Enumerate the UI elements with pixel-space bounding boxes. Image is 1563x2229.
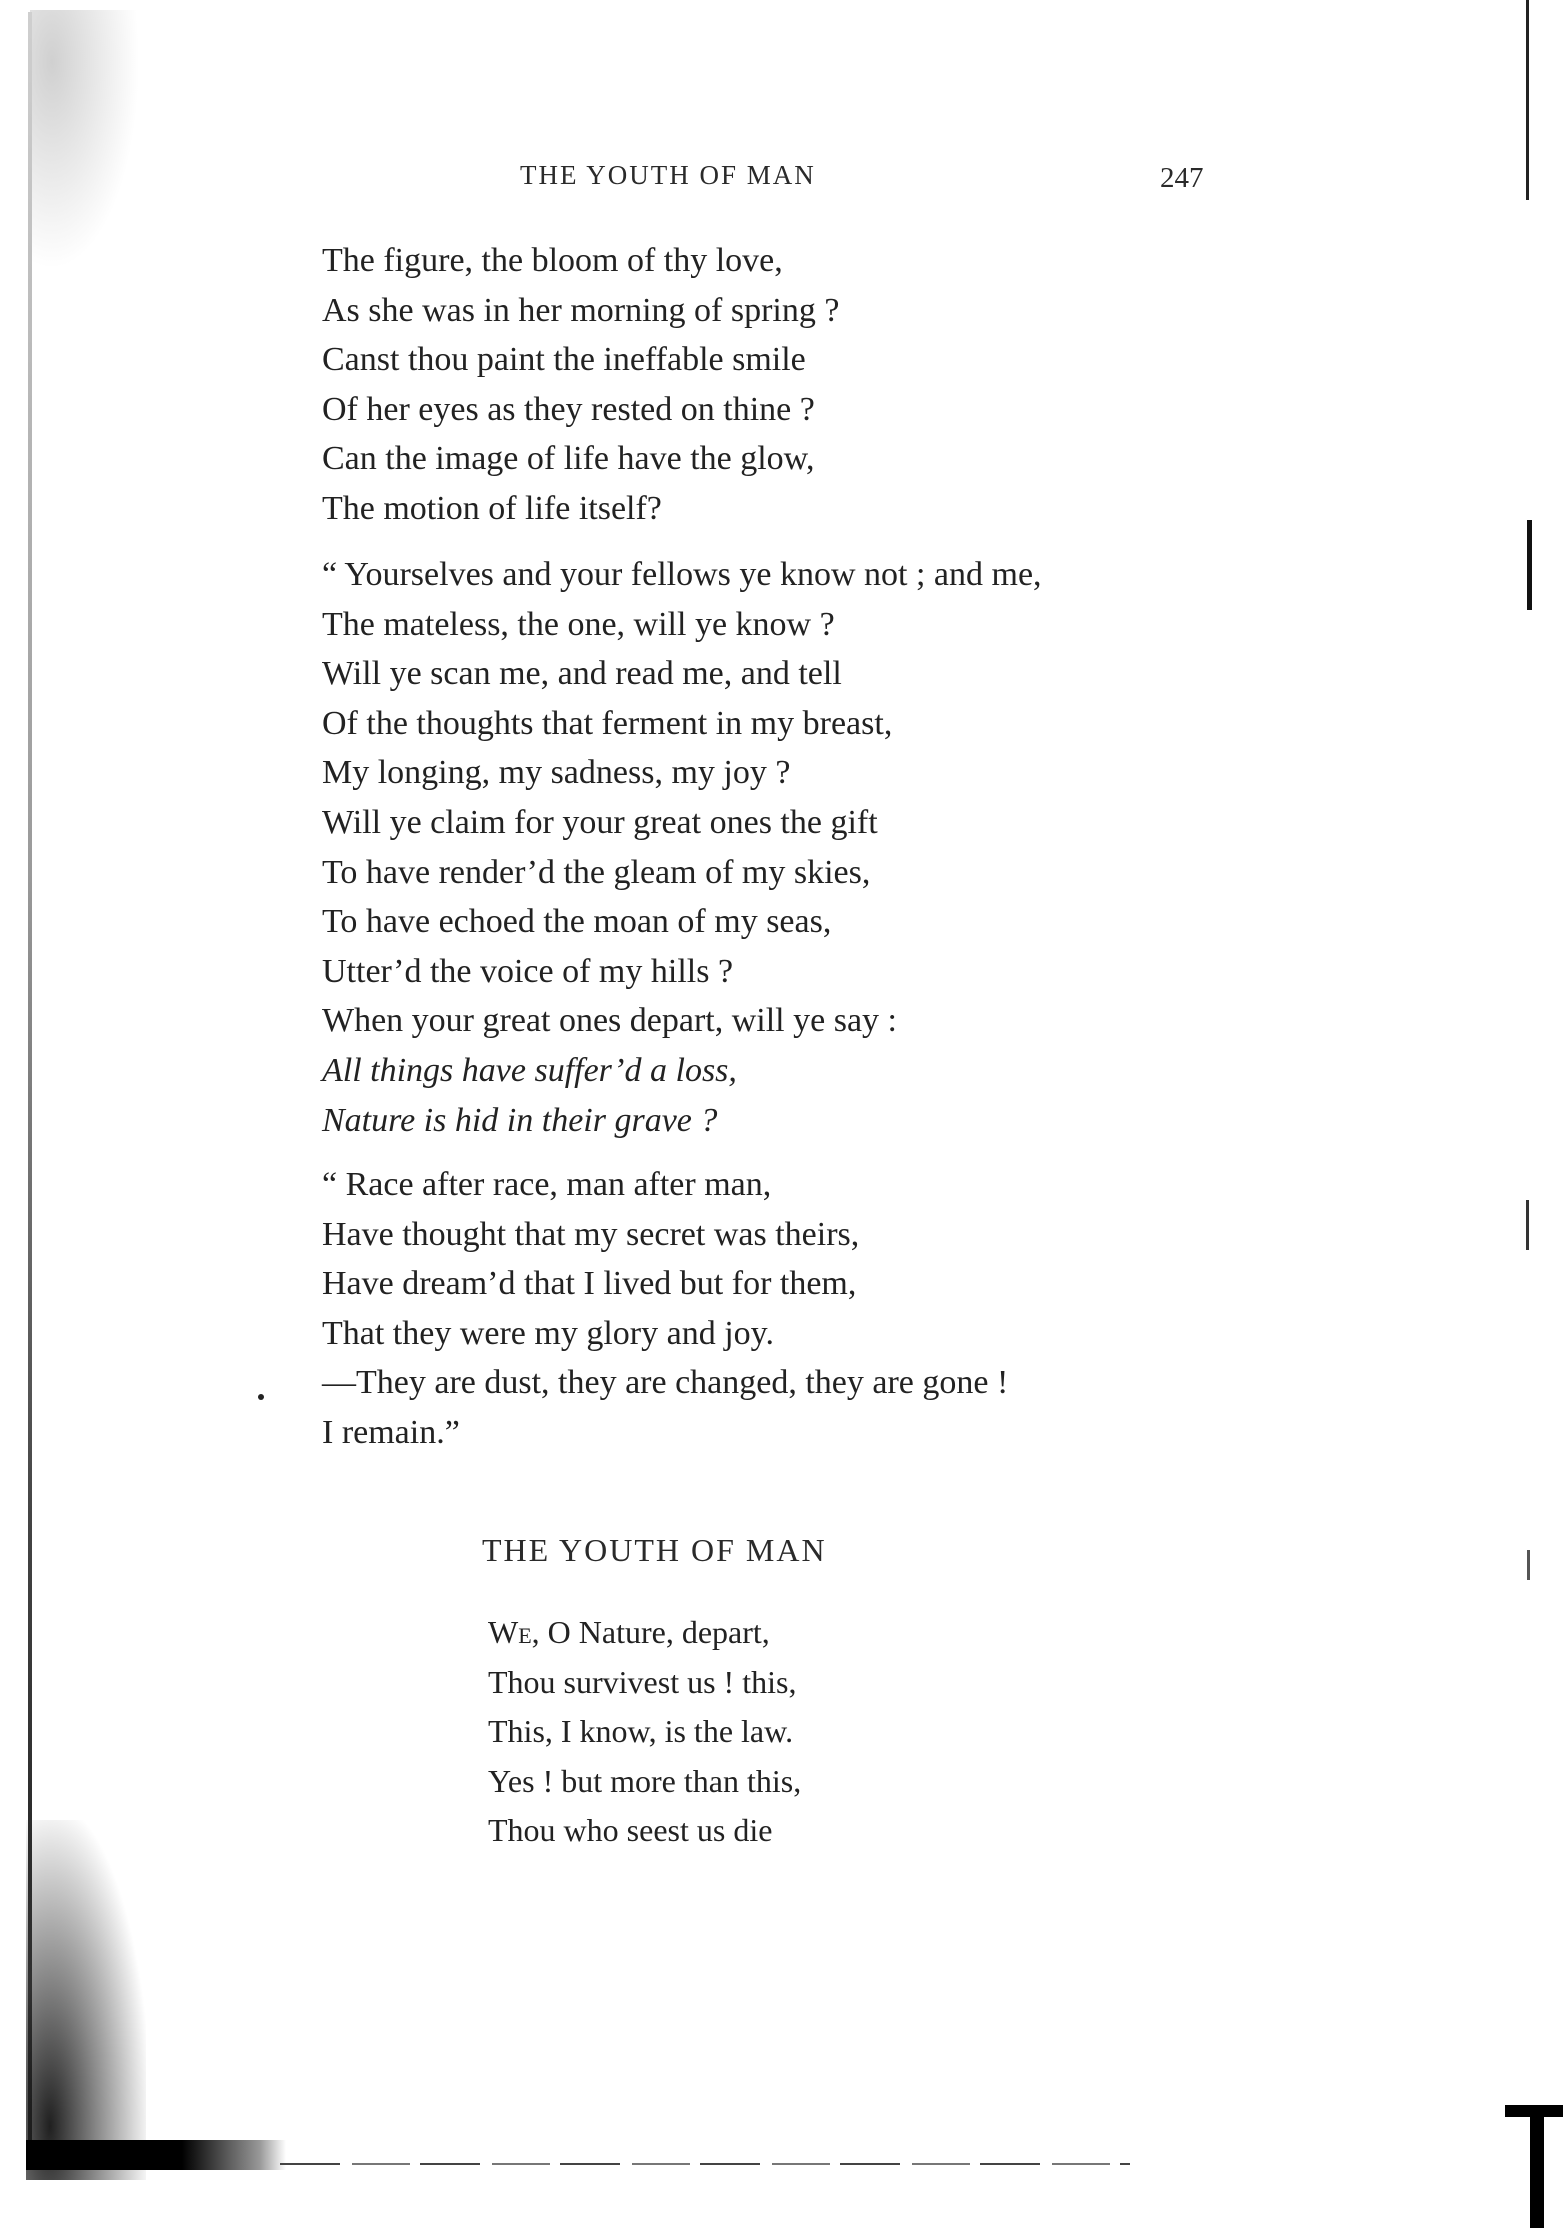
poem-line: As she was in her morning of spring ?: [322, 291, 840, 329]
scan-mark-bottom-right-vertical: [1530, 2108, 1544, 2228]
poem-line: —They are dust, they are changed, they are gone !: [322, 1364, 1009, 1402]
poem-line: Will ye scan me, and read me, and tell: [322, 655, 842, 693]
poem-line: “ Race after race, man after man,: [322, 1166, 772, 1203]
poem-line: That they were my glory and joy.: [322, 1314, 774, 1352]
stanza-3: [322, 1160, 1008, 1458]
poem-line: To have echoed the moan of my seas,: [322, 903, 832, 941]
drop-word: We: [488, 1614, 532, 1650]
poem-opening-stanza: [488, 1608, 801, 1856]
poem-line: The motion of life itself?: [322, 489, 662, 527]
poem-line: My longing, my sadness, my joy ?: [322, 754, 791, 792]
scan-mark-bottom-right-horizontal: [1505, 2105, 1563, 2117]
poem-line-italic: All things have suffer’d a loss,: [322, 1051, 737, 1089]
poem-line: Thou survivest us ! this,: [488, 1663, 797, 1700]
poem-line: Have dream’d that I lived but for them,: [322, 1265, 857, 1303]
scan-stain-bottom-left: [26, 1820, 146, 2180]
stanza-2: [322, 550, 1042, 1145]
poem-line: Will ye claim for your great ones the gift: [322, 803, 878, 841]
first-line-rest: , O Nature, depart,: [531, 1614, 770, 1650]
scan-mark-right-3: [1526, 1200, 1529, 1250]
poem-line: Thou who seest us die: [488, 1812, 773, 1849]
poem-first-line: [488, 1608, 801, 1658]
poem-line: Have thought that my secret was theirs,: [322, 1215, 860, 1253]
poem-line: Can the image of life have the glow,: [322, 440, 815, 478]
stanza-1: [322, 236, 839, 534]
poem-line: Of her eyes as they rested on thine ?: [322, 390, 815, 428]
poem-line: Of the thoughts that ferment in my breast,: [322, 704, 893, 742]
poem-line: “ Yourselves and your fellows ye know not ; and me,: [322, 556, 1042, 593]
scan-dot: [258, 1394, 264, 1400]
running-title: THE YOUTH OF MAN: [520, 160, 816, 190]
scan-line-bottom: [280, 2163, 1130, 2165]
scan-mark-right-4: [1527, 1550, 1530, 1580]
poem-line: Yes ! but more than this,: [488, 1762, 802, 1799]
poem-line: Canst thou paint the ineffable smile: [322, 341, 806, 379]
scan-mark-right-1: [1526, 0, 1529, 200]
poem-heading: THE YOUTH OF MAN: [482, 1532, 827, 1568]
scan-mark-right-2: [1527, 520, 1532, 610]
scan-speckle-top-left: [30, 10, 140, 270]
poem-line: The mateless, the one, will ye know ?: [322, 605, 835, 643]
scan-shadow-bottom: [26, 2140, 286, 2170]
poem-line: Utter’d the voice of my hills ?: [322, 952, 734, 990]
poem-line-italic: Nature is hid in their grave ?: [322, 1101, 718, 1139]
poem-line: The figure, the bloom of thy love,: [322, 242, 783, 279]
poem-line: To have render’d the gleam of my skies,: [322, 853, 871, 891]
poem-line: When your great ones depart, will ye say :: [322, 1002, 897, 1040]
poem-line: I remain.”: [322, 1413, 460, 1451]
poem-line: This, I know, is the law.: [488, 1713, 794, 1750]
page-number: 247: [1160, 162, 1204, 194]
